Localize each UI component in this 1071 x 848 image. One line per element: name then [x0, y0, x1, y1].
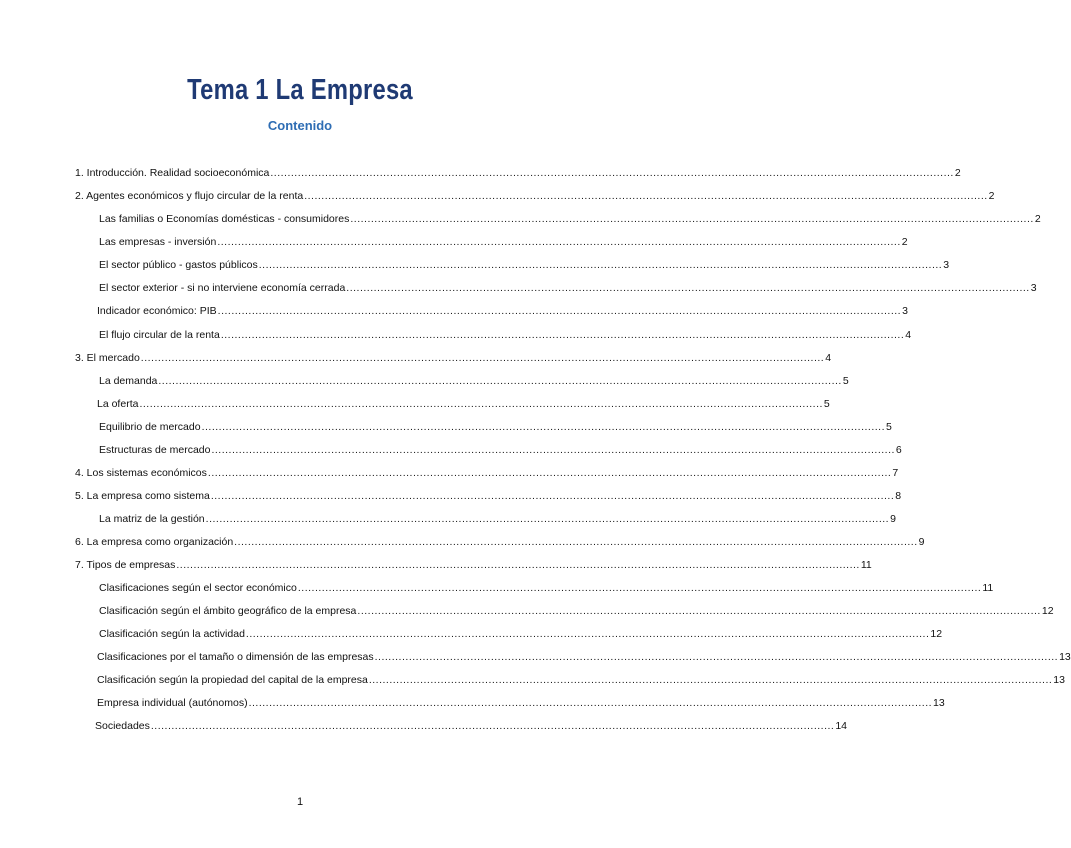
toc-entry-label: Clasificación según el ámbito geográfico de la empresa	[99, 605, 357, 617]
toc-leader-dots: ........................................................................................................................................................................................................	[357, 605, 1041, 617]
toc-leader-dots: ........................................................................................................................................................................................................	[220, 329, 905, 341]
toc-entry-label: 5. La empresa como sistema	[75, 490, 210, 502]
toc-leader-dots: ........................................................................................................................................................................................................	[350, 213, 1034, 225]
toc-leader-dots: ........................................................................................................................................................................................................	[201, 421, 886, 433]
document-title: Tema 1 La Empresa	[187, 74, 413, 106]
toc-leader-dots: ........................................................................................................................................................................................................	[297, 582, 982, 594]
toc-entry-label: Las empresas - inversión	[99, 236, 217, 248]
toc-leader-dots: ........................................................................................................................................................................................................	[346, 282, 1030, 294]
toc-entry-label: El sector público - gastos públicos	[99, 259, 258, 271]
toc-entry[interactable]	[99, 581, 994, 595]
toc-entry-label: 1. Introducción. Realidad socioeconómica	[75, 167, 270, 179]
toc-entry-label: La matriz de la gestión	[99, 513, 205, 525]
toc-entry-page: 2	[1034, 213, 1041, 225]
toc-entry-page: 4	[825, 352, 832, 364]
toc-leader-dots: ........................................................................................................................................................................................................	[304, 190, 988, 202]
toc-leader-dots: ........................................................................................................................................................................................................	[207, 467, 892, 479]
toc-leader-dots: ........................................................................................................................................................................................................	[158, 375, 842, 387]
toc-entry-page: 5	[886, 421, 892, 433]
toc-entry[interactable]	[75, 189, 995, 203]
toc-entry-label: La demanda	[99, 375, 158, 387]
toc-entry[interactable]	[99, 281, 1037, 295]
toc-entry[interactable]	[99, 512, 896, 526]
toc-entry-label: Empresa individual (autónomos)	[97, 697, 248, 709]
toc-leader-dots: ........................................................................................................................................................................................................	[234, 536, 918, 548]
toc-entry[interactable]	[99, 420, 892, 434]
toc-entry[interactable]	[75, 535, 925, 549]
toc-entry-page: 8	[895, 490, 902, 502]
toc-entry-page: 7	[892, 467, 899, 479]
toc-entry-page: 4	[905, 329, 912, 341]
toc-leader-dots: ........................................................................................................................................................................................................	[368, 674, 1053, 686]
toc-entry-page: 6	[895, 444, 902, 456]
toc-entry-label: Las familias o Economías domésticas - consumidores	[99, 213, 350, 225]
toc-entry-page: 2	[988, 190, 995, 202]
toc-entry[interactable]	[75, 166, 961, 180]
toc-entry[interactable]	[97, 673, 1065, 687]
toc-leader-dots: ........................................................................................................................................................................................................	[217, 236, 901, 248]
toc-entry-page: 5	[823, 398, 830, 410]
toc-entry-label: 3. El mercado	[75, 352, 140, 364]
toc-entry-page: 11	[860, 559, 872, 571]
toc-leader-dots: ........................................................................................................................................................................................................	[140, 352, 825, 364]
toc-entry[interactable]	[97, 304, 908, 318]
toc-entry-label: 4. Los sistemas económicos	[75, 467, 207, 479]
toc-entry[interactable]	[99, 235, 908, 249]
toc-leader-dots: ........................................................................................................................................................................................................	[217, 305, 902, 317]
toc-leader-dots: ........................................................................................................................................................................................................	[139, 398, 823, 410]
toc-entry-page: 13	[1059, 651, 1071, 663]
toc-leader-dots: ........................................................................................................................................................................................................	[211, 444, 895, 456]
toc-entry-label: Clasificación según la propiedad del capital de la empresa	[97, 674, 368, 686]
toc-entry-label: 7. Tipos de empresas	[75, 559, 176, 571]
toc-entry-label: Clasificaciones según el sector económico	[99, 582, 297, 594]
toc-heading: Contenido	[267, 118, 333, 133]
toc-entry-page: 3	[1030, 282, 1037, 294]
toc-entry[interactable]	[95, 719, 848, 733]
toc-leader-dots: ........................................................................................................................................................................................................	[248, 697, 933, 709]
toc-entry-page: 12	[1041, 605, 1054, 617]
toc-entry-page: 2	[901, 236, 908, 248]
toc-entry[interactable]	[99, 604, 1054, 618]
toc-entry[interactable]	[75, 351, 832, 365]
toc-entry[interactable]	[99, 258, 950, 272]
toc-entry-page: 5	[842, 375, 849, 387]
toc-leader-dots: ........................................................................................................................................................................................................	[270, 167, 954, 179]
toc-entry[interactable]	[97, 650, 1071, 664]
page-number: 1	[296, 796, 304, 808]
toc-entry-page: 13	[1053, 674, 1065, 686]
toc-entry-label: Equilibrio de mercado	[99, 421, 201, 433]
toc-entry-page: 3	[943, 259, 950, 271]
toc-entry-page: 13	[933, 697, 945, 709]
toc-entry-label: Estructuras de mercado	[99, 444, 211, 456]
toc-entry-label: Clasificaciones por el tamaño o dimensión de las empresas	[97, 651, 374, 663]
toc-entry-label: 2. Agentes económicos y flujo circular de la renta	[75, 190, 304, 202]
toc-entry[interactable]	[97, 696, 945, 710]
toc-entry[interactable]	[99, 374, 849, 388]
toc-entry[interactable]	[99, 328, 912, 342]
toc-entry-label: El flujo circular de la renta	[99, 329, 220, 341]
toc-entry[interactable]	[97, 397, 830, 411]
toc-entry-label: 6. La empresa como organización	[75, 536, 234, 548]
toc-leader-dots: ........................................................................................................................................................................................................	[176, 559, 860, 571]
toc-entry[interactable]	[99, 443, 902, 457]
toc-entry[interactable]	[99, 212, 1041, 226]
toc-entry-label: Indicador económico: PIB	[97, 305, 217, 317]
toc-entry-page: 14	[835, 720, 848, 732]
toc-entry-page: 11	[982, 582, 994, 594]
toc-entry-label: Sociedades	[95, 720, 150, 732]
toc-entry-page: 9	[918, 536, 925, 548]
toc-entry-page: 12	[930, 628, 943, 640]
toc-leader-dots: ........................................................................................................................................................................................................	[258, 259, 943, 271]
toc-entry[interactable]	[75, 558, 872, 572]
toc-leader-dots: ........................................................................................................................................................................................................	[245, 628, 930, 640]
toc-leader-dots: ........................................................................................................................................................................................................	[374, 651, 1059, 663]
toc-leader-dots: ........................................................................................................................................................................................................	[205, 513, 890, 525]
toc-entry-page: 2	[954, 167, 961, 179]
toc-leader-dots: ........................................................................................................................................................................................................	[150, 720, 835, 732]
toc-entry[interactable]	[75, 466, 899, 480]
toc-entry-page: 9	[890, 513, 896, 525]
toc-entry-label: La oferta	[97, 398, 139, 410]
toc-entry-label: Clasificación según la actividad	[99, 628, 245, 640]
toc-entry[interactable]	[99, 627, 943, 641]
toc-leader-dots: ........................................................................................................................................................................................................	[210, 490, 895, 502]
toc-entry-label: El sector exterior - si no interviene economía cerrada	[99, 282, 346, 294]
toc-entry-page: 3	[902, 305, 908, 317]
toc-entry[interactable]	[75, 489, 902, 503]
